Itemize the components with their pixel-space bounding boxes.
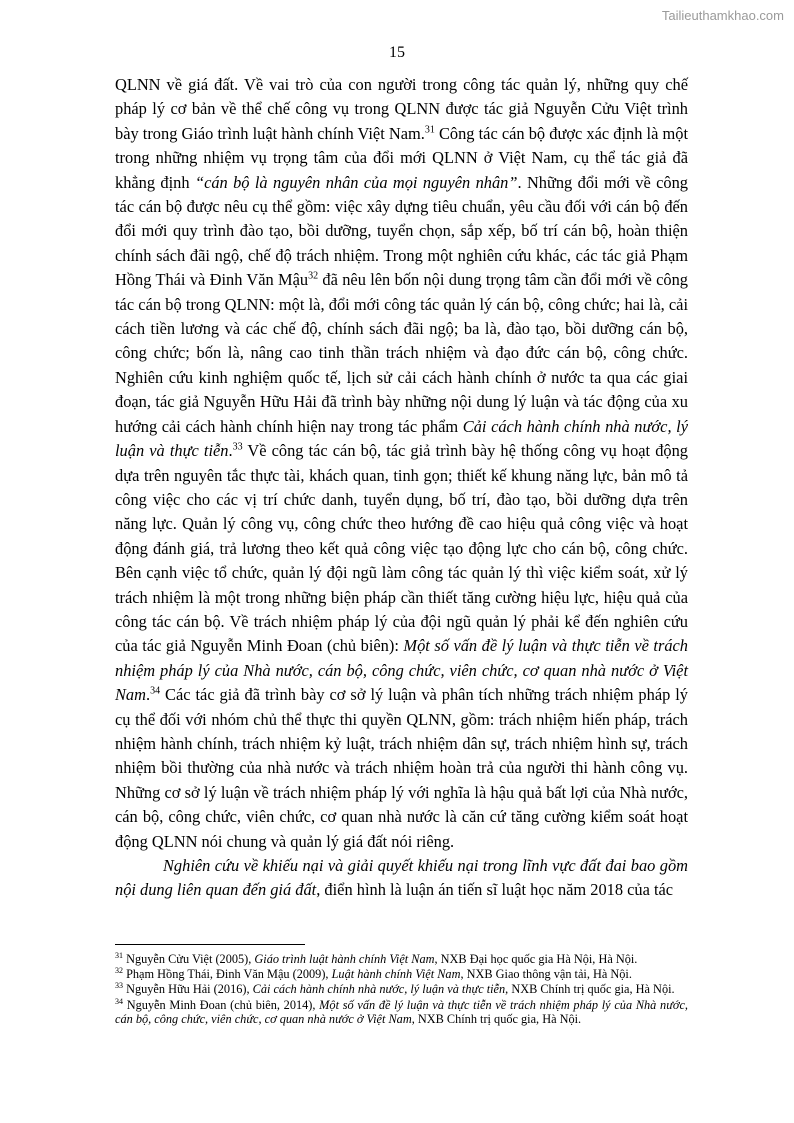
footnote-number: 34: [115, 996, 123, 1006]
text-run: , điển hình là luận án tiến sĩ luật học năm 2018 của tác: [316, 880, 674, 900]
footnote-32: [115, 967, 688, 981]
footnote-title: Cải cách hành chính nhà nước, lý luận và thực tiễn: [252, 982, 506, 997]
footnote-text: Nguyễn Cửu Việt (2005),: [123, 952, 255, 966]
text-run: Về công tác cán bộ, tác giả trình bày hệ thống công vụ hoạt động dựa trên nguyên tắc thực tài, khách quan, tinh gọn; thiết kế khung năng lực, bản mô tả công việc cho các vị trí chức danh, tuyển dụng, bố trí, đào tạo, bồi dưỡng dựa trên năng lực. Quản lý công vụ, công chức theo hướng đề cao hiệu quả công việc và hoạt động đánh giá, trả lương theo kết quả công việc tạo động lực cho cán bộ, công chức. Bên cạnh việc tổ chức, quản lý đội ngũ làm công tác quản lý thì việc kiểm soát, xử lý trách nhiệm là một trong những biện pháp cần thiết tăng cường hiệu lực, hiệu quả của công tác cán bộ. Về trách nhiệm pháp lý của đội ngũ quản lý phải kể đến nghiên cứu của tác giả Nguyễn Minh Đoan (chủ biên):: [115, 441, 688, 656]
footnote-number: 33: [115, 981, 123, 991]
footnote-ref-33[interactable]: 33: [232, 441, 243, 453]
footnote-text: , NXB Chính trị quốc gia, Hà Nội.: [505, 982, 675, 997]
footnote-title: Một số vấn đề lý luận và thực tiễn về trách nhiệm pháp lý của Nhà nước, cán bộ, công chức, viên chức, cơ quan nhà nước ở Việt Nam: [115, 997, 689, 1026]
footnote-ref-34[interactable]: 34: [150, 685, 161, 697]
footnote-ref-31[interactable]: 31: [424, 124, 435, 136]
footnote-title: Giáo trình luật hành chính Việt Nam: [254, 952, 435, 966]
footnote-title: Luật hành chính Việt Nam: [331, 967, 461, 982]
text-run: Công tác cán bộ được xác định là một trong những nhiệm vụ trọng tâm của đổi mới QLNN ở Việt Nam, cụ thể tác giả đã khẳng định: [115, 123, 688, 192]
italic-lead: Nghiên cứu về khiếu nại và giải quyết khiếu nại trong lĩnh vực đất đai bao gồm nội dung liên quan đến giá đất: [115, 856, 688, 900]
paragraph-2: [115, 854, 688, 903]
paragraph-1: [115, 73, 688, 854]
footnote-text: Phạm Hồng Thái, Đinh Văn Mậu (2009),: [123, 967, 332, 982]
footnotes: [115, 952, 688, 1027]
text-run: .: [228, 441, 233, 461]
footnote-text: Nguyễn Hữu Hải (2016),: [123, 982, 253, 997]
footnote-number: 31: [115, 950, 123, 960]
book-title: Một số vấn đề lý luận và thực tiễn về trách nhiệm pháp lý của Nhà nước, cán bộ, công chức, viên chức, cơ quan nhà nước ở Việt Nam: [115, 636, 688, 705]
footnote-31: [115, 952, 688, 966]
text-run: .: [145, 685, 151, 705]
footnote-text: , NXB Giao thông vận tải, Hà Nội.: [460, 967, 632, 982]
quote: “cán bộ là nguyên nhân của mọi nguyên nhân”: [194, 172, 518, 192]
footnote-33: [115, 982, 688, 996]
text-run: . Những đổi mới về công tác cán bộ được nêu cụ thể gồm: việc xây dựng tiêu chuẩn, yêu cầu đối với cán bộ đến đổi mới quy trình đào tạo, bồi dưỡng, tuyển chọn, sắp xếp, bố trí cán bộ, hoàn thiện chính sách đãi ngộ, chế độ trách nhiệm. Trong một nghiên cứu khác, các tác giả Phạm Hồng Thái và Đinh Văn Mậu: [115, 172, 688, 290]
footnote-text: Nguyễn Minh Đoan (chủ biên, 2014),: [123, 997, 320, 1012]
footnote-text: , NXB Đại học quốc gia Hà Nội, Hà Nội.: [434, 952, 638, 966]
book-title: Cải cách hành chính nhà nước, lý luận và thực tiễn: [115, 416, 689, 461]
text-run: đã nêu lên bốn nội dung trọng tâm cần đổi mới về công tác cán bộ trong QLNN: một là, đổi mới công tác quản lý cán bộ, công chức; hai là, cải cách tiền lương và các chế độ, chính sách đãi ngộ; ba là, đào tạo, bồi dưỡng cán bộ, công chức; bốn là, nâng cao tinh thần trách nhiệm và đạo đức cán bộ, công chức. Nghiên cứu kinh nghiệm quốc tế, lịch sử cải cách hành chính ở nước ta qua các giai đoạn, tác giả Nguyễn Hữu Hải đã trình bày những nội dung lý luận và tác động của xu hướng cải cách hành chính hiện nay trong tác phẩm: [115, 270, 688, 436]
text-run: QLNN về giá đất. Về vai trò của con người trong công tác quản lý, những quy chế pháp lý cơ bản về thể chế công vụ trong QLNN được tác giả Nguyễn Cửu Việt trình bày trong Giáo trình luật hành chính Việt Nam.: [115, 75, 688, 143]
footnote-number: 32: [115, 966, 123, 976]
text-run: Các tác giả đã trình bày cơ sở lý luận và phân tích những trách nhiệm pháp lý cụ thể đối với nhóm chủ thể thực thi quyền QLNN, gồm: trách nhiệm hiến pháp, trách nhiệm hành chính, trách nhiệm kỷ luật, trách nhiệm dân sự, trách nhiệm hình sự, trách nhiệm bồi thường của nhà nước và trách nhiệm hoàn trả của người thi hành công vụ. Những cơ sở lý luận về trách nhiệm pháp lý với nghĩa là hậu quả bất lợi của Nhà nước, cán bộ, công chức, viên chức, cơ quan nhà nước là căn cứ tăng cường kiểm soát hoạt động QLNN nói chung và quản lý giá đất nói riêng.: [115, 685, 688, 851]
footnote-text: , NXB Chính trị quốc gia, Hà Nội.: [411, 1011, 582, 1026]
body-text: [115, 73, 688, 903]
footnote-34: [115, 998, 688, 1026]
watermark: Tailieuthamkhao.com: [661, 8, 784, 23]
footnote-ref-32[interactable]: 32: [308, 270, 319, 282]
page-number: 15: [389, 44, 405, 61]
footnote-separator: [115, 944, 305, 945]
